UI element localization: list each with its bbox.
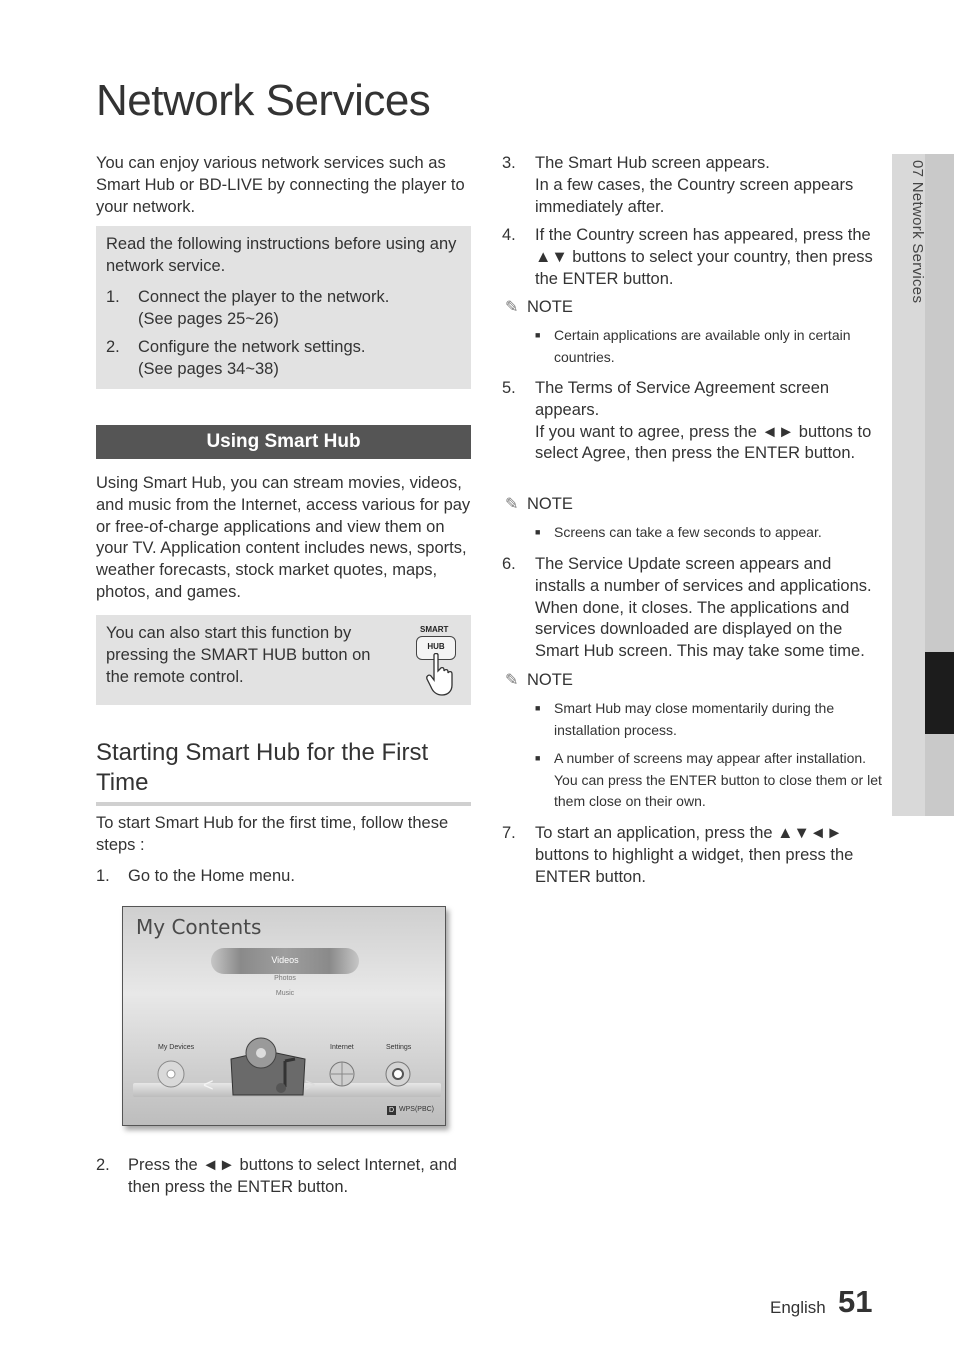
chevron-left-icon[interactable]: < bbox=[203, 1075, 214, 1095]
my-contents-screenshot bbox=[122, 906, 446, 1126]
note-bullet bbox=[535, 325, 884, 368]
note-bullet bbox=[535, 748, 884, 813]
intro-paragraph: You can enjoy various network services such as Smart Hub or BD-LIVE by connecting the player to your network. bbox=[96, 154, 465, 216]
text-keyword: ENTER bbox=[744, 444, 801, 463]
step-text: The Service Update screen appears and installs a number of services and applications. When done, it closes. The applications and services downloaded are displayed on the Smart Hub screen. This may take some time. bbox=[535, 555, 872, 661]
prep-item bbox=[106, 337, 466, 381]
text-keyword: ENTER bbox=[237, 1177, 294, 1196]
pointing-hand-icon bbox=[424, 653, 460, 697]
step-number: 7. bbox=[502, 824, 516, 842]
wps-label: WPS(PBC) bbox=[399, 1106, 434, 1113]
pencil-icon: ✎ bbox=[505, 299, 519, 316]
text-part: button. bbox=[800, 444, 856, 463]
note-keyword: ENTER bbox=[669, 771, 717, 788]
text-part: The Terms of Service Agreement screen appears. bbox=[535, 379, 830, 419]
step-text bbox=[535, 225, 880, 290]
label-settings: Settings bbox=[386, 1044, 412, 1051]
hub-button-icon: HUB bbox=[416, 636, 456, 660]
step-6 bbox=[502, 554, 880, 664]
text-part: If the Country screen has appeared, press the ▲▼ buttons to select your country, then press the bbox=[535, 226, 873, 288]
film-music-box-icon[interactable] bbox=[223, 1031, 313, 1101]
pencil-icon: ✎ bbox=[505, 496, 519, 513]
text-keyword: Internet bbox=[364, 1156, 421, 1174]
menu-item-photos[interactable]: Photos bbox=[274, 975, 296, 982]
section-heading: Using Smart Hub bbox=[96, 425, 471, 459]
page-number: 51 bbox=[838, 1284, 873, 1319]
item-line: (See pages 25~26) bbox=[138, 309, 279, 328]
note-heading bbox=[505, 494, 573, 514]
steps-intro: To start Smart Hub for the first time, follow these steps : bbox=[96, 814, 449, 854]
text-part: , and then press the bbox=[128, 1156, 457, 1196]
settings-gear-icon[interactable] bbox=[384, 1059, 412, 1089]
step-number: 4. bbox=[502, 226, 516, 244]
item-number: 1. bbox=[106, 288, 120, 306]
step-1 bbox=[96, 866, 471, 888]
text-part: , then press the bbox=[625, 444, 745, 463]
step-text bbox=[128, 1155, 471, 1199]
text-keyword: Agree bbox=[581, 444, 626, 463]
pencil-icon: ✎ bbox=[505, 672, 519, 689]
note-text: Screens can take a few seconds to appear. bbox=[554, 524, 822, 540]
menu-item-videos[interactable]: Videos bbox=[271, 955, 299, 965]
smart-hub-remote-icon bbox=[412, 625, 462, 700]
text-part: Press the ◄► buttons to select bbox=[128, 1156, 365, 1174]
note-label: NOTE bbox=[527, 298, 573, 316]
note-text: Certain applications are available only in certain countries. bbox=[554, 327, 851, 365]
step-4 bbox=[502, 225, 880, 291]
text-keyword: ENTER bbox=[562, 269, 619, 288]
text-part: If you want to agree, press the ◄► buttons to select bbox=[535, 422, 872, 463]
square-bullet-icon: ■ bbox=[535, 527, 541, 537]
tip-post: button on the remote control. bbox=[106, 645, 371, 686]
square-bullet-icon: ■ bbox=[535, 703, 541, 713]
note-label: NOTE bbox=[527, 495, 573, 513]
text-part: To start an application, press the ▲▼◄► buttons to highlight a widget, then press the bbox=[535, 824, 854, 864]
label-internet: Internet bbox=[330, 1044, 354, 1051]
step-text bbox=[535, 378, 880, 465]
text-part: button. bbox=[618, 269, 674, 288]
side-tab-label: 07 Network Services bbox=[909, 160, 926, 304]
item-text bbox=[138, 287, 389, 331]
side-tab-marker bbox=[925, 652, 954, 734]
tip-box bbox=[96, 615, 471, 705]
item-line: Configure the network settings. bbox=[138, 338, 366, 356]
item-number: 2. bbox=[106, 338, 120, 356]
text-part: The Smart Hub screen appears. bbox=[535, 154, 770, 172]
step-number: 6. bbox=[502, 555, 516, 573]
screen-title: My Contents bbox=[136, 915, 262, 939]
smart-hub-description: Using Smart Hub, you can stream movies, videos, and music from the Internet, access various for pay or free-of-charge applications and view them on your TV. Application content includes news, sports, weather forecasts, stock market quotes, maps, photos, and games. bbox=[96, 474, 471, 601]
text-part: button. bbox=[590, 867, 646, 886]
step-number: 3. bbox=[502, 154, 516, 172]
menu-item-music[interactable]: Music bbox=[275, 990, 295, 997]
step-number: 1. bbox=[96, 867, 110, 885]
internet-globe-icon[interactable] bbox=[328, 1059, 356, 1089]
note-text: Smart Hub may close momentarily during the installation process. bbox=[554, 700, 835, 738]
item-line: Connect the player to the network. bbox=[138, 288, 390, 306]
step-7 bbox=[502, 823, 880, 889]
starting-smart-hub-heading: Starting Smart Hub for the First Time bbox=[96, 738, 471, 806]
chevron-right-icon[interactable]: > bbox=[305, 1075, 316, 1095]
footer-language: English bbox=[770, 1298, 826, 1317]
tip-text bbox=[106, 623, 396, 688]
prep-text: Read the following instructions before using any network service. bbox=[106, 235, 457, 275]
square-bullet-icon: ■ bbox=[535, 753, 541, 763]
label-my-devices: My Devices bbox=[158, 1044, 195, 1051]
square-bullet-icon: ■ bbox=[535, 330, 541, 340]
note-text: A number of screens may appear after installation. You can press the bbox=[554, 750, 867, 788]
prep-box bbox=[96, 226, 471, 389]
note-text: button to close them or let them close on their own. bbox=[554, 771, 882, 809]
prep-item bbox=[106, 287, 466, 331]
step-2 bbox=[96, 1155, 471, 1199]
page-title: Network Services bbox=[96, 76, 431, 125]
note-label: NOTE bbox=[527, 671, 573, 689]
text-keyword: ENTER bbox=[535, 867, 591, 886]
step-text bbox=[535, 823, 880, 888]
step-3 bbox=[502, 153, 880, 219]
step-text: Go to the Home menu. bbox=[128, 867, 295, 885]
step-number: 2. bbox=[96, 1156, 110, 1174]
step-5 bbox=[502, 378, 880, 488]
item-text bbox=[138, 337, 365, 381]
note-heading bbox=[505, 297, 573, 317]
note-bullet bbox=[535, 698, 884, 741]
d-key-badge: D bbox=[388, 1107, 395, 1114]
icon-caption: SMART bbox=[420, 625, 449, 634]
tip-pre: You can also start this function by pressing the bbox=[106, 624, 352, 664]
tip-key: SMART HUB bbox=[200, 645, 298, 664]
disc-icon[interactable] bbox=[156, 1059, 186, 1089]
text-part: In a few cases, the Country screen appears immediately after. bbox=[535, 175, 854, 216]
step-text bbox=[535, 153, 880, 218]
step-number: 5. bbox=[502, 379, 516, 397]
note-heading bbox=[505, 670, 573, 690]
note-bullet bbox=[535, 522, 884, 544]
item-line: (See pages 34~38) bbox=[138, 359, 279, 378]
text-part: button. bbox=[293, 1177, 349, 1196]
